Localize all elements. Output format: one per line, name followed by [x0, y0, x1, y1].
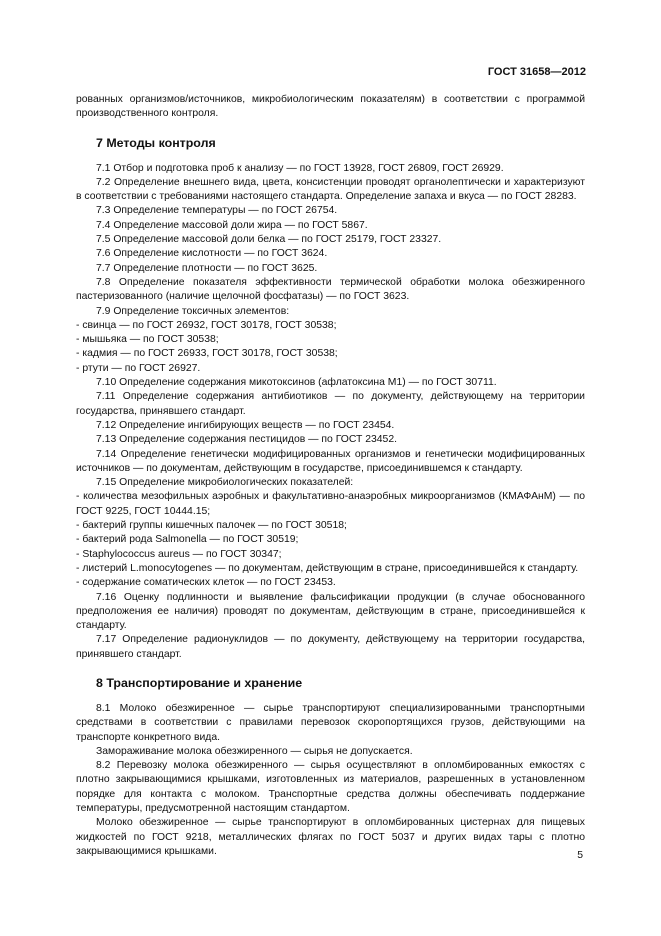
- document-code: ГОСТ 31658—2012: [487, 66, 586, 78]
- paragraph-7-15: 7.15 Определение микробиологических показателей:: [96, 477, 354, 489]
- paragraph-7-7: 7.7 Определение плотности — по ГОСТ 3625.: [96, 262, 318, 274]
- paragraph-8-2: 8.2 Перевозку молока обезжиренного — сырья осуществляют в опломбированных емкостях с плотно закрывающимися крышками, изготовленных из материалов, разрешенных в установленном порядке для контакта с молоком. Транспортные средства должны обеспечивать поддержание температуры, предусмотренной настоящим стандартом.: [76, 760, 585, 815]
- paragraph-7-2: 7.2 Определение внешнего вида, цвета, консистенции проводят органолептически и характеризуют в соответствии с требованиями настоящего стандарта. Определение запаха и вкуса — по ГОСТ 28283.: [76, 176, 585, 203]
- document-body: [76, 93, 585, 859]
- list-item: - листерий L.monocytogenes — по документам, действующим в стране, присоединившейся к стандарту.: [76, 562, 579, 574]
- page-number: 5: [577, 850, 583, 861]
- paragraph-8-1-b: Замораживание молока обезжиренного — сырья не допускается.: [96, 745, 413, 757]
- list-item: - мышьяка — по ГОСТ 30538;: [76, 334, 219, 346]
- list-item: - ртути — по ГОСТ 26927.: [76, 362, 201, 374]
- paragraph-7-14: 7.14 Определение генетически модифицированных организмов и генетически модифицированных источников — по документам, действующим в государстве, присоединившемся к стандарту.: [76, 448, 585, 474]
- paragraph-7-11: 7.11 Определение содержания антибиотиков — по документу, действующему на территории государства, принявшего стандарт.: [76, 391, 585, 417]
- list-item: - количества мезофильных аэробных и факультативно-анаэробных микроорганизмов (КМАФАнМ) — по ГОСТ 9225, ГОСТ 10444.15;: [76, 491, 585, 517]
- paragraph: рованных организмов/источников, микробиологическим показателям) в соответствии с программой производственного контроля.: [76, 94, 585, 120]
- list-item: - бактерий группы кишечных палочек — по ГОСТ 30518;: [76, 520, 347, 532]
- list-item: - содержание соматических клеток — по ГОСТ 23453.: [76, 577, 336, 589]
- list-item: - свинца — по ГОСТ 26932, ГОСТ 30178, ГОСТ 30538;: [76, 319, 337, 331]
- paragraph-7-8: 7.8 Определение показателя эффективности термической обработки молока обезжиренного пастеризованного (наличие щелочной фосфатазы) — по ГОСТ 3623.: [76, 276, 585, 303]
- paragraph-7-3: 7.3 Определение температуры — по ГОСТ 26754.: [96, 205, 338, 217]
- section-heading-7: 7 Методы контроля: [96, 135, 216, 150]
- paragraph-7-5: 7.5 Определение массовой доли белка — по ГОСТ 25179, ГОСТ 23327.: [96, 234, 442, 246]
- paragraph-7-12: 7.12 Определение ингибирующих веществ — по ГОСТ 23454.: [96, 419, 395, 431]
- section-heading-8: 8 Транспортирование и хранение: [96, 675, 303, 690]
- paragraph-7-4: 7.4 Определение массовой доли жира — по ГОСТ 5867.: [96, 219, 368, 231]
- paragraph-7-16: 7.16 Оценку подлинности и выявление фальсификации продукции (в случае обоснованного предположения ее наличия) проводят по документам, действующим в стране, присоединившейся к стандарту.: [76, 591, 585, 632]
- paragraph-7-1: 7.1 Отбор и подготовка проб к анализу — по ГОСТ 13928, ГОСТ 26809, ГОСТ 26929.: [96, 162, 504, 174]
- list-item: - Staphylococcus aureus — по ГОСТ 30347;: [76, 548, 282, 560]
- paragraph-7-10: 7.10 Определение содержания микотоксинов (афлатоксина M1) — по ГОСТ 30711.: [96, 377, 497, 389]
- paragraph-7-13: 7.13 Определение содержания пестицидов — по ГОСТ 23452.: [96, 434, 397, 446]
- paragraph-7-9: 7.9 Определение токсичных элементов:: [96, 305, 290, 317]
- paragraph-8-1: 8.1 Молоко обезжиренное — сырье транспортируют специализированными транспортными средствами в соответствии с правилами перевозок скоропортящихся грузов, действующими на транспорте конкретного вида.: [76, 702, 585, 743]
- list-item: - кадмия — по ГОСТ 26933, ГОСТ 30178, ГОСТ 30538;: [76, 348, 338, 360]
- paragraph-7-17: 7.17 Определение радионуклидов — по документу, действующему на территории государства, принявшего стандарт.: [76, 634, 585, 660]
- paragraph-7-6: 7.6 Определение кислотности — по ГОСТ 3624.: [96, 248, 328, 260]
- list-item: - бактерий рода Salmonella — по ГОСТ 30519;: [76, 534, 299, 546]
- paragraph-8-2-b: Молоко обезжиренное — сырье транспортируют в опломбированных цистернах для пищевых жидкостей по ГОСТ 9218, металлических флягах по ГОСТ 5037 и других видах тары с плотно закрывающимися крышками.: [76, 817, 585, 857]
